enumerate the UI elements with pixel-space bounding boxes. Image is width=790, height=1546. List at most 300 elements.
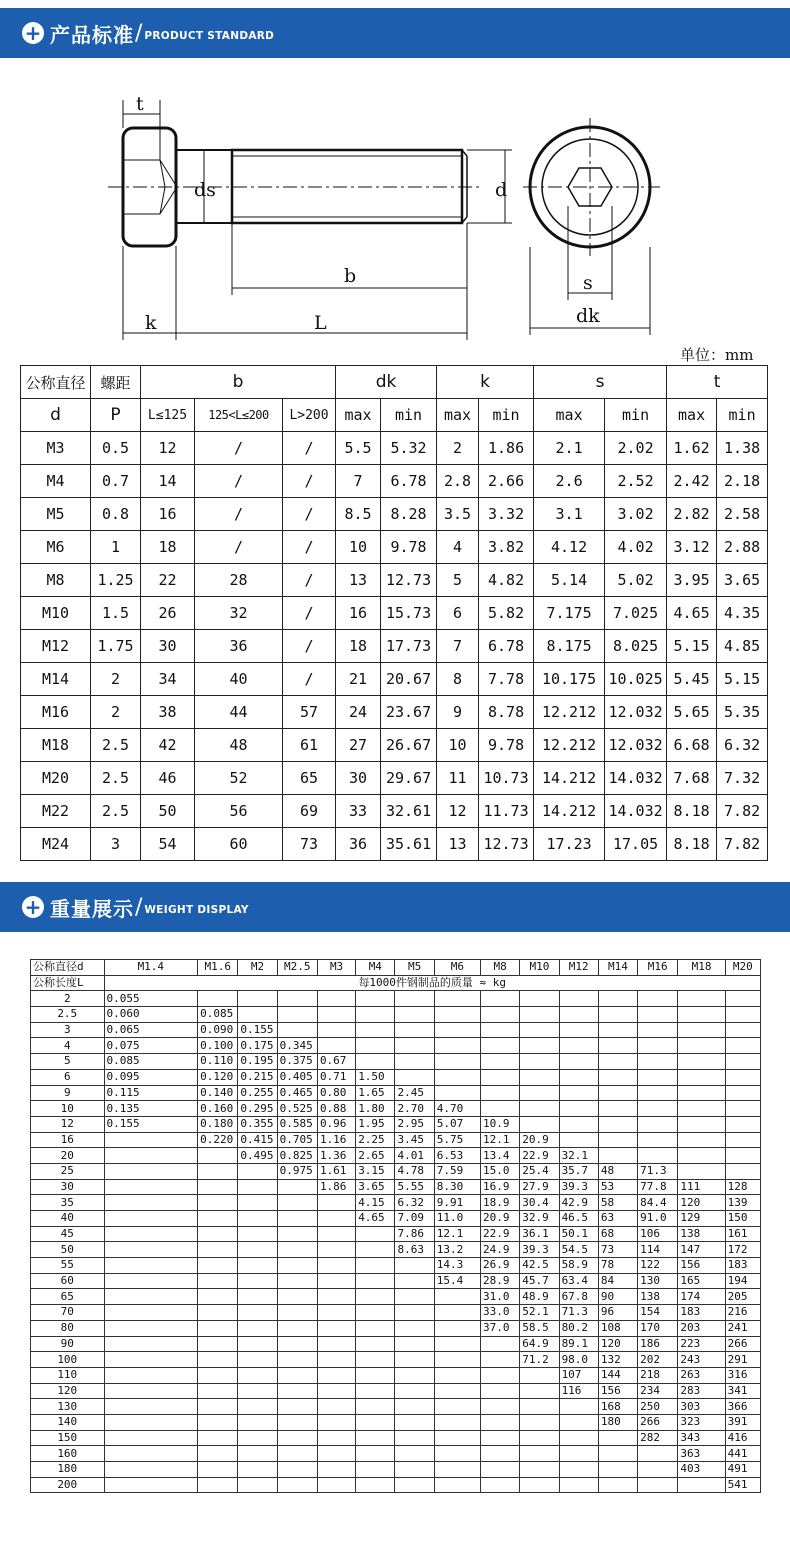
weight-cell: 68 — [598, 1226, 637, 1242]
spec-cell: / — [195, 498, 283, 531]
weight-cell — [520, 991, 559, 1007]
weight-cell — [104, 1383, 198, 1399]
weight-cell — [481, 1007, 520, 1023]
weight-cell: 1.16 — [317, 1132, 355, 1148]
spec-cell: 6.68 — [667, 729, 717, 762]
weight-cell: 202 — [638, 1352, 678, 1368]
weight-cell — [434, 1462, 480, 1478]
weight-cell: 0.375 — [277, 1054, 317, 1070]
spec-cell: 17.05 — [605, 828, 667, 861]
weight-cell: 32.9 — [520, 1211, 559, 1227]
weight-cell — [238, 991, 277, 1007]
weight-size-header: M5 — [395, 960, 434, 976]
weight-cell — [725, 1038, 760, 1054]
weight-cell — [725, 1085, 760, 1101]
weight-length-cell: 12 — [31, 1116, 105, 1132]
weight-cell — [238, 1289, 277, 1305]
spec-cell: 0.7 — [91, 465, 141, 498]
weight-cell: 391 — [725, 1414, 760, 1430]
weight-cell — [559, 1101, 598, 1117]
spec-cell: 24 — [336, 696, 381, 729]
weight-cell: 42.9 — [559, 1195, 598, 1211]
weight-cell — [104, 1477, 198, 1493]
weight-cell: 71.3 — [559, 1305, 598, 1321]
weight-cell — [277, 1367, 317, 1383]
spec-row — [21, 828, 768, 861]
weight-cell: 31.0 — [481, 1289, 520, 1305]
weight-cell: 194 — [725, 1273, 760, 1289]
weight-cell — [598, 1101, 637, 1117]
weight-cell: 20.9 — [481, 1211, 520, 1227]
spec-row — [21, 564, 768, 597]
header-nominal-diameter — [21, 366, 91, 399]
spec-cell: 12.212 — [534, 729, 605, 762]
weight-cell — [481, 1085, 520, 1101]
subheader-dk-min: min — [381, 399, 437, 432]
weight-cell — [277, 1336, 317, 1352]
spec-cell: 14.212 — [534, 795, 605, 828]
weight-cell: 35.7 — [559, 1163, 598, 1179]
spec-cell: 14.032 — [605, 762, 667, 795]
weight-row — [31, 1289, 761, 1305]
weight-cell: 0.065 — [104, 1022, 198, 1038]
weight-length-cell: 60 — [31, 1273, 105, 1289]
spec-cell: 18 — [141, 531, 195, 564]
weight-cell — [725, 1132, 760, 1148]
spec-cell: 2.02 — [605, 432, 667, 465]
weight-cell — [356, 1258, 395, 1274]
weight-cell: 0.160 — [198, 1101, 238, 1117]
weight-cell — [277, 1414, 317, 1430]
weight-cell — [725, 1148, 760, 1164]
weight-cell — [317, 1195, 355, 1211]
weight-length-cell: 110 — [31, 1367, 105, 1383]
weight-cell — [520, 1383, 559, 1399]
weight-cell — [198, 1289, 238, 1305]
weight-cell — [520, 1367, 559, 1383]
weight-cell — [395, 1273, 434, 1289]
spec-cell: 12.032 — [605, 696, 667, 729]
spec-cell: 22 — [141, 564, 195, 597]
plus-circle-icon: + — [22, 22, 44, 44]
weight-row — [31, 1101, 761, 1117]
spec-size-cell: M16 — [21, 696, 91, 729]
weight-cell — [395, 1462, 434, 1478]
weight-size-header: M16 — [638, 960, 678, 976]
weight-length-cell: 5 — [31, 1054, 105, 1070]
weight-cell — [598, 991, 637, 1007]
weight-cell — [277, 1383, 317, 1399]
weight-cell — [356, 1289, 395, 1305]
weight-cell — [395, 1258, 434, 1274]
weight-cell: 42.5 — [520, 1258, 559, 1274]
weight-cell: 0.195 — [238, 1054, 277, 1070]
weight-cell — [198, 1179, 238, 1195]
weight-cell: 106 — [638, 1226, 678, 1242]
weight-row — [31, 1462, 761, 1478]
spec-cell: 4.35 — [717, 597, 768, 630]
spec-cell: 15.73 — [381, 597, 437, 630]
weight-cell — [104, 1226, 198, 1242]
weight-cell — [277, 1477, 317, 1493]
weight-cell — [198, 1211, 238, 1227]
dim-b-label: b — [344, 265, 357, 287]
weight-cell — [520, 1007, 559, 1023]
weight-cell — [198, 1336, 238, 1352]
weight-length-cell: 16 — [31, 1132, 105, 1148]
weight-cell — [481, 1462, 520, 1478]
spec-cell: 5.82 — [479, 597, 534, 630]
spec-cell: / — [283, 531, 336, 564]
weight-length-cell: 130 — [31, 1399, 105, 1415]
weight-cell: 1.80 — [356, 1101, 395, 1117]
spec-cell: 5.5 — [336, 432, 381, 465]
weight-size-header: M12 — [559, 960, 598, 976]
weight-cell — [395, 1305, 434, 1321]
weight-row — [31, 1477, 761, 1493]
weight-cell — [198, 1399, 238, 1415]
spec-table — [20, 365, 768, 861]
weight-cell — [638, 1038, 678, 1054]
weight-cell — [725, 1101, 760, 1117]
spec-cell: 69 — [283, 795, 336, 828]
spec-row — [21, 696, 768, 729]
weight-cell — [598, 1132, 637, 1148]
weight-cell: 46.5 — [559, 1211, 598, 1227]
weight-length-cell: 180 — [31, 1462, 105, 1478]
weight-cell — [317, 1258, 355, 1274]
spec-cell: 60 — [195, 828, 283, 861]
weight-cell: 0.055 — [104, 991, 198, 1007]
weight-row — [31, 1179, 761, 1195]
spec-cell: 61 — [283, 729, 336, 762]
weight-cell: 84.4 — [638, 1195, 678, 1211]
weight-cell — [238, 1179, 277, 1195]
weight-cell: 9.91 — [434, 1195, 480, 1211]
spec-cell: 7.025 — [605, 597, 667, 630]
weight-cell — [104, 1242, 198, 1258]
weight-cell — [277, 1022, 317, 1038]
weight-cell — [678, 1477, 725, 1493]
weight-cell — [238, 1446, 277, 1462]
weight-row — [31, 1273, 761, 1289]
weight-cell — [238, 1336, 277, 1352]
weight-cell — [356, 1462, 395, 1478]
weight-cell — [104, 1352, 198, 1368]
weight-cell — [434, 1085, 480, 1101]
weight-cell — [104, 1179, 198, 1195]
spec-cell: 1.86 — [479, 432, 534, 465]
header-s: s — [534, 366, 667, 399]
spec-cell: 42 — [141, 729, 195, 762]
weight-cell — [277, 1352, 317, 1368]
spec-cell: 4 — [437, 531, 479, 564]
weight-cell: 12.1 — [434, 1226, 480, 1242]
weight-row — [31, 1054, 761, 1070]
weight-cell — [277, 1179, 317, 1195]
weight-cell: 15.4 — [434, 1273, 480, 1289]
weight-cell — [317, 1273, 355, 1289]
weight-cell — [104, 1399, 198, 1415]
weight-cell — [198, 1446, 238, 1462]
weight-cell: 77.8 — [638, 1179, 678, 1195]
spec-cell: 2.42 — [667, 465, 717, 498]
weight-cell — [395, 1414, 434, 1430]
weight-cell: 96 — [598, 1305, 637, 1321]
weight-cell: 10.9 — [481, 1116, 520, 1132]
weight-cell — [356, 1352, 395, 1368]
weight-cell — [598, 1054, 637, 1070]
weight-cell — [356, 1336, 395, 1352]
dim-t-label: t — [136, 93, 144, 115]
header-pitch-label: 螺距 — [100, 373, 131, 392]
weight-cell: 25.4 — [520, 1163, 559, 1179]
weight-cell — [559, 991, 598, 1007]
weight-length-cell: 25 — [31, 1163, 105, 1179]
weight-cell: 165 — [678, 1273, 725, 1289]
weight-cell: 0.345 — [277, 1038, 317, 1054]
weight-cell: 84 — [598, 1273, 637, 1289]
weight-cell — [638, 1477, 678, 1493]
weight-row — [31, 1383, 761, 1399]
spec-cell: 36 — [195, 630, 283, 663]
weight-cell: 116 — [559, 1383, 598, 1399]
weight-size-header: M4 — [356, 960, 395, 976]
weight-cell: 491 — [725, 1462, 760, 1478]
spec-cell: 2.66 — [479, 465, 534, 498]
weight-cell — [559, 1132, 598, 1148]
spec-cell: 18 — [336, 630, 381, 663]
weight-cell: 366 — [725, 1399, 760, 1415]
subheader-b-long: L>200 — [283, 399, 336, 432]
dim-dk-label: dk — [576, 305, 600, 327]
weight-cell — [277, 1430, 317, 1446]
weight-cell: 128 — [725, 1179, 760, 1195]
weight-cell: 36.1 — [520, 1226, 559, 1242]
weight-cell — [598, 1148, 637, 1164]
weight-cell — [277, 1195, 317, 1211]
weight-cell — [356, 1242, 395, 1258]
weight-row — [31, 1258, 761, 1274]
weight-cell — [678, 991, 725, 1007]
weight-length-cell: 9 — [31, 1085, 105, 1101]
weight-cell: 0.140 — [198, 1085, 238, 1101]
weight-cell — [317, 1352, 355, 1368]
header-t: t — [667, 366, 768, 399]
weight-cell — [481, 1054, 520, 1070]
weight-cell — [198, 1148, 238, 1164]
weight-cell — [395, 1320, 434, 1336]
section-slash: / — [135, 20, 143, 46]
weight-cell: 223 — [678, 1336, 725, 1352]
weight-cell — [520, 1054, 559, 1070]
weight-cell — [104, 1258, 198, 1274]
spec-cell: 32 — [195, 597, 283, 630]
weight-cell: 183 — [678, 1305, 725, 1321]
weight-cell: 0.465 — [277, 1085, 317, 1101]
weight-length-cell: 160 — [31, 1446, 105, 1462]
weight-cell: 0.585 — [277, 1116, 317, 1132]
weight-cell: 27.9 — [520, 1179, 559, 1195]
weight-cell: 63 — [598, 1211, 637, 1227]
weight-cell — [434, 1320, 480, 1336]
weight-cell — [277, 991, 317, 1007]
spec-cell: 10.175 — [534, 663, 605, 696]
spec-cell: 26 — [141, 597, 195, 630]
spec-cell: 13 — [437, 828, 479, 861]
weight-cell — [198, 1195, 238, 1211]
weight-cell: 316 — [725, 1367, 760, 1383]
weight-cell — [434, 1430, 480, 1446]
weight-row — [31, 1367, 761, 1383]
weight-cell — [104, 1132, 198, 1148]
weight-cell — [317, 1336, 355, 1352]
weight-cell: 5.55 — [395, 1179, 434, 1195]
spec-cell: / — [195, 432, 283, 465]
weight-cell: 363 — [678, 1446, 725, 1462]
spec-cell: 20.67 — [381, 663, 437, 696]
bolt-technical-drawing — [0, 85, 790, 350]
weight-cell — [104, 1367, 198, 1383]
weight-cell — [277, 1258, 317, 1274]
spec-cell: / — [283, 465, 336, 498]
weight-cell — [520, 1399, 559, 1415]
weight-cell — [725, 1069, 760, 1085]
weight-cell: 0.525 — [277, 1101, 317, 1117]
weight-cell: 1.65 — [356, 1085, 395, 1101]
weight-cell — [481, 1038, 520, 1054]
spec-cell: 10 — [437, 729, 479, 762]
weight-length-cell: 4 — [31, 1038, 105, 1054]
weight-row — [31, 1022, 761, 1038]
spec-cell: 26.67 — [381, 729, 437, 762]
weight-cell — [356, 1477, 395, 1493]
plus-circle-icon: + — [22, 896, 44, 918]
weight-cell: 71.2 — [520, 1352, 559, 1368]
weight-cell — [520, 1430, 559, 1446]
spec-cell: 6.32 — [717, 729, 768, 762]
weight-cell — [725, 1163, 760, 1179]
spec-cell: 4.02 — [605, 531, 667, 564]
spec-cell: 73 — [283, 828, 336, 861]
weight-length-cell: 40 — [31, 1211, 105, 1227]
spec-cell: 46 — [141, 762, 195, 795]
spec-cell: 11.73 — [479, 795, 534, 828]
weight-cell — [238, 1305, 277, 1321]
spec-cell: 1.5 — [91, 597, 141, 630]
weight-cell: 282 — [638, 1430, 678, 1446]
weight-length-cell: 140 — [31, 1414, 105, 1430]
weight-cell: 90 — [598, 1289, 637, 1305]
header-k: k — [437, 366, 534, 399]
weight-cell: 0.110 — [198, 1054, 238, 1070]
weight-length-cell: 30 — [31, 1179, 105, 1195]
weight-cell — [277, 1273, 317, 1289]
weight-cell — [317, 1462, 355, 1478]
weight-cell: 6.53 — [434, 1148, 480, 1164]
spec-cell: 5.15 — [667, 630, 717, 663]
spec-cell: / — [195, 531, 283, 564]
spec-row — [21, 465, 768, 498]
weight-cell — [317, 1226, 355, 1242]
weight-cell — [317, 1430, 355, 1446]
spec-cell: 7.82 — [717, 828, 768, 861]
header-pitch — [91, 366, 141, 399]
weight-cell — [395, 1430, 434, 1446]
weight-size-header: M1.4 — [104, 960, 198, 976]
weight-cell: 4.65 — [356, 1211, 395, 1227]
weight-cell — [238, 1430, 277, 1446]
weight-cell — [277, 1399, 317, 1415]
spec-cell: 3.02 — [605, 498, 667, 531]
weight-cell: 2.95 — [395, 1116, 434, 1132]
weight-cell — [104, 1195, 198, 1211]
spec-cell: / — [283, 498, 336, 531]
spec-cell: 3.65 — [717, 564, 768, 597]
spec-cell: 9.78 — [479, 729, 534, 762]
subheader-t-max: max — [667, 399, 717, 432]
weight-cell: 4.01 — [395, 1148, 434, 1164]
weight-cell — [356, 1038, 395, 1054]
spec-row — [21, 630, 768, 663]
weight-cell: 0.100 — [198, 1038, 238, 1054]
spec-cell: 5.35 — [717, 696, 768, 729]
weight-cell: 403 — [678, 1462, 725, 1478]
weight-cell: 39.3 — [559, 1179, 598, 1195]
weight-cell: 0.175 — [238, 1038, 277, 1054]
weight-cell: 0.075 — [104, 1038, 198, 1054]
weight-cell: 172 — [725, 1242, 760, 1258]
weight-row — [31, 1007, 761, 1023]
subheader-k-min: min — [479, 399, 534, 432]
spec-cell: 5.32 — [381, 432, 437, 465]
weight-cell — [356, 1273, 395, 1289]
weight-cell: 7.09 — [395, 1211, 434, 1227]
spec-cell: 6.78 — [479, 630, 534, 663]
spec-cell: / — [283, 597, 336, 630]
weight-cell: 3.15 — [356, 1163, 395, 1179]
spec-cell: 2.1 — [534, 432, 605, 465]
weight-cell: 343 — [678, 1430, 725, 1446]
weight-row — [31, 1195, 761, 1211]
weight-cell — [356, 1054, 395, 1070]
weight-cell — [104, 1163, 198, 1179]
weight-cell — [434, 1383, 480, 1399]
weight-cell: 48 — [598, 1163, 637, 1179]
spec-cell: 7 — [336, 465, 381, 498]
weight-cell: 0.180 — [198, 1116, 238, 1132]
weight-cell — [104, 1305, 198, 1321]
spec-cell: 8.28 — [381, 498, 437, 531]
weight-cell — [356, 1414, 395, 1430]
weight-cell — [481, 1477, 520, 1493]
weight-cell — [317, 991, 355, 1007]
spec-cell: 30 — [141, 630, 195, 663]
weight-cell: 120 — [598, 1336, 637, 1352]
weight-row — [31, 1242, 761, 1258]
weight-cell: 1.36 — [317, 1148, 355, 1164]
weight-cell — [598, 1477, 637, 1493]
dim-d-label: d — [495, 179, 508, 201]
header-p-symbol: P — [91, 399, 141, 432]
weight-cell: 0.975 — [277, 1163, 317, 1179]
spec-cell: / — [283, 630, 336, 663]
weight-cell — [481, 1414, 520, 1430]
spec-cell: 2.6 — [534, 465, 605, 498]
spec-cell: 7 — [437, 630, 479, 663]
weight-cell: 263 — [678, 1367, 725, 1383]
weight-cell — [559, 1399, 598, 1415]
